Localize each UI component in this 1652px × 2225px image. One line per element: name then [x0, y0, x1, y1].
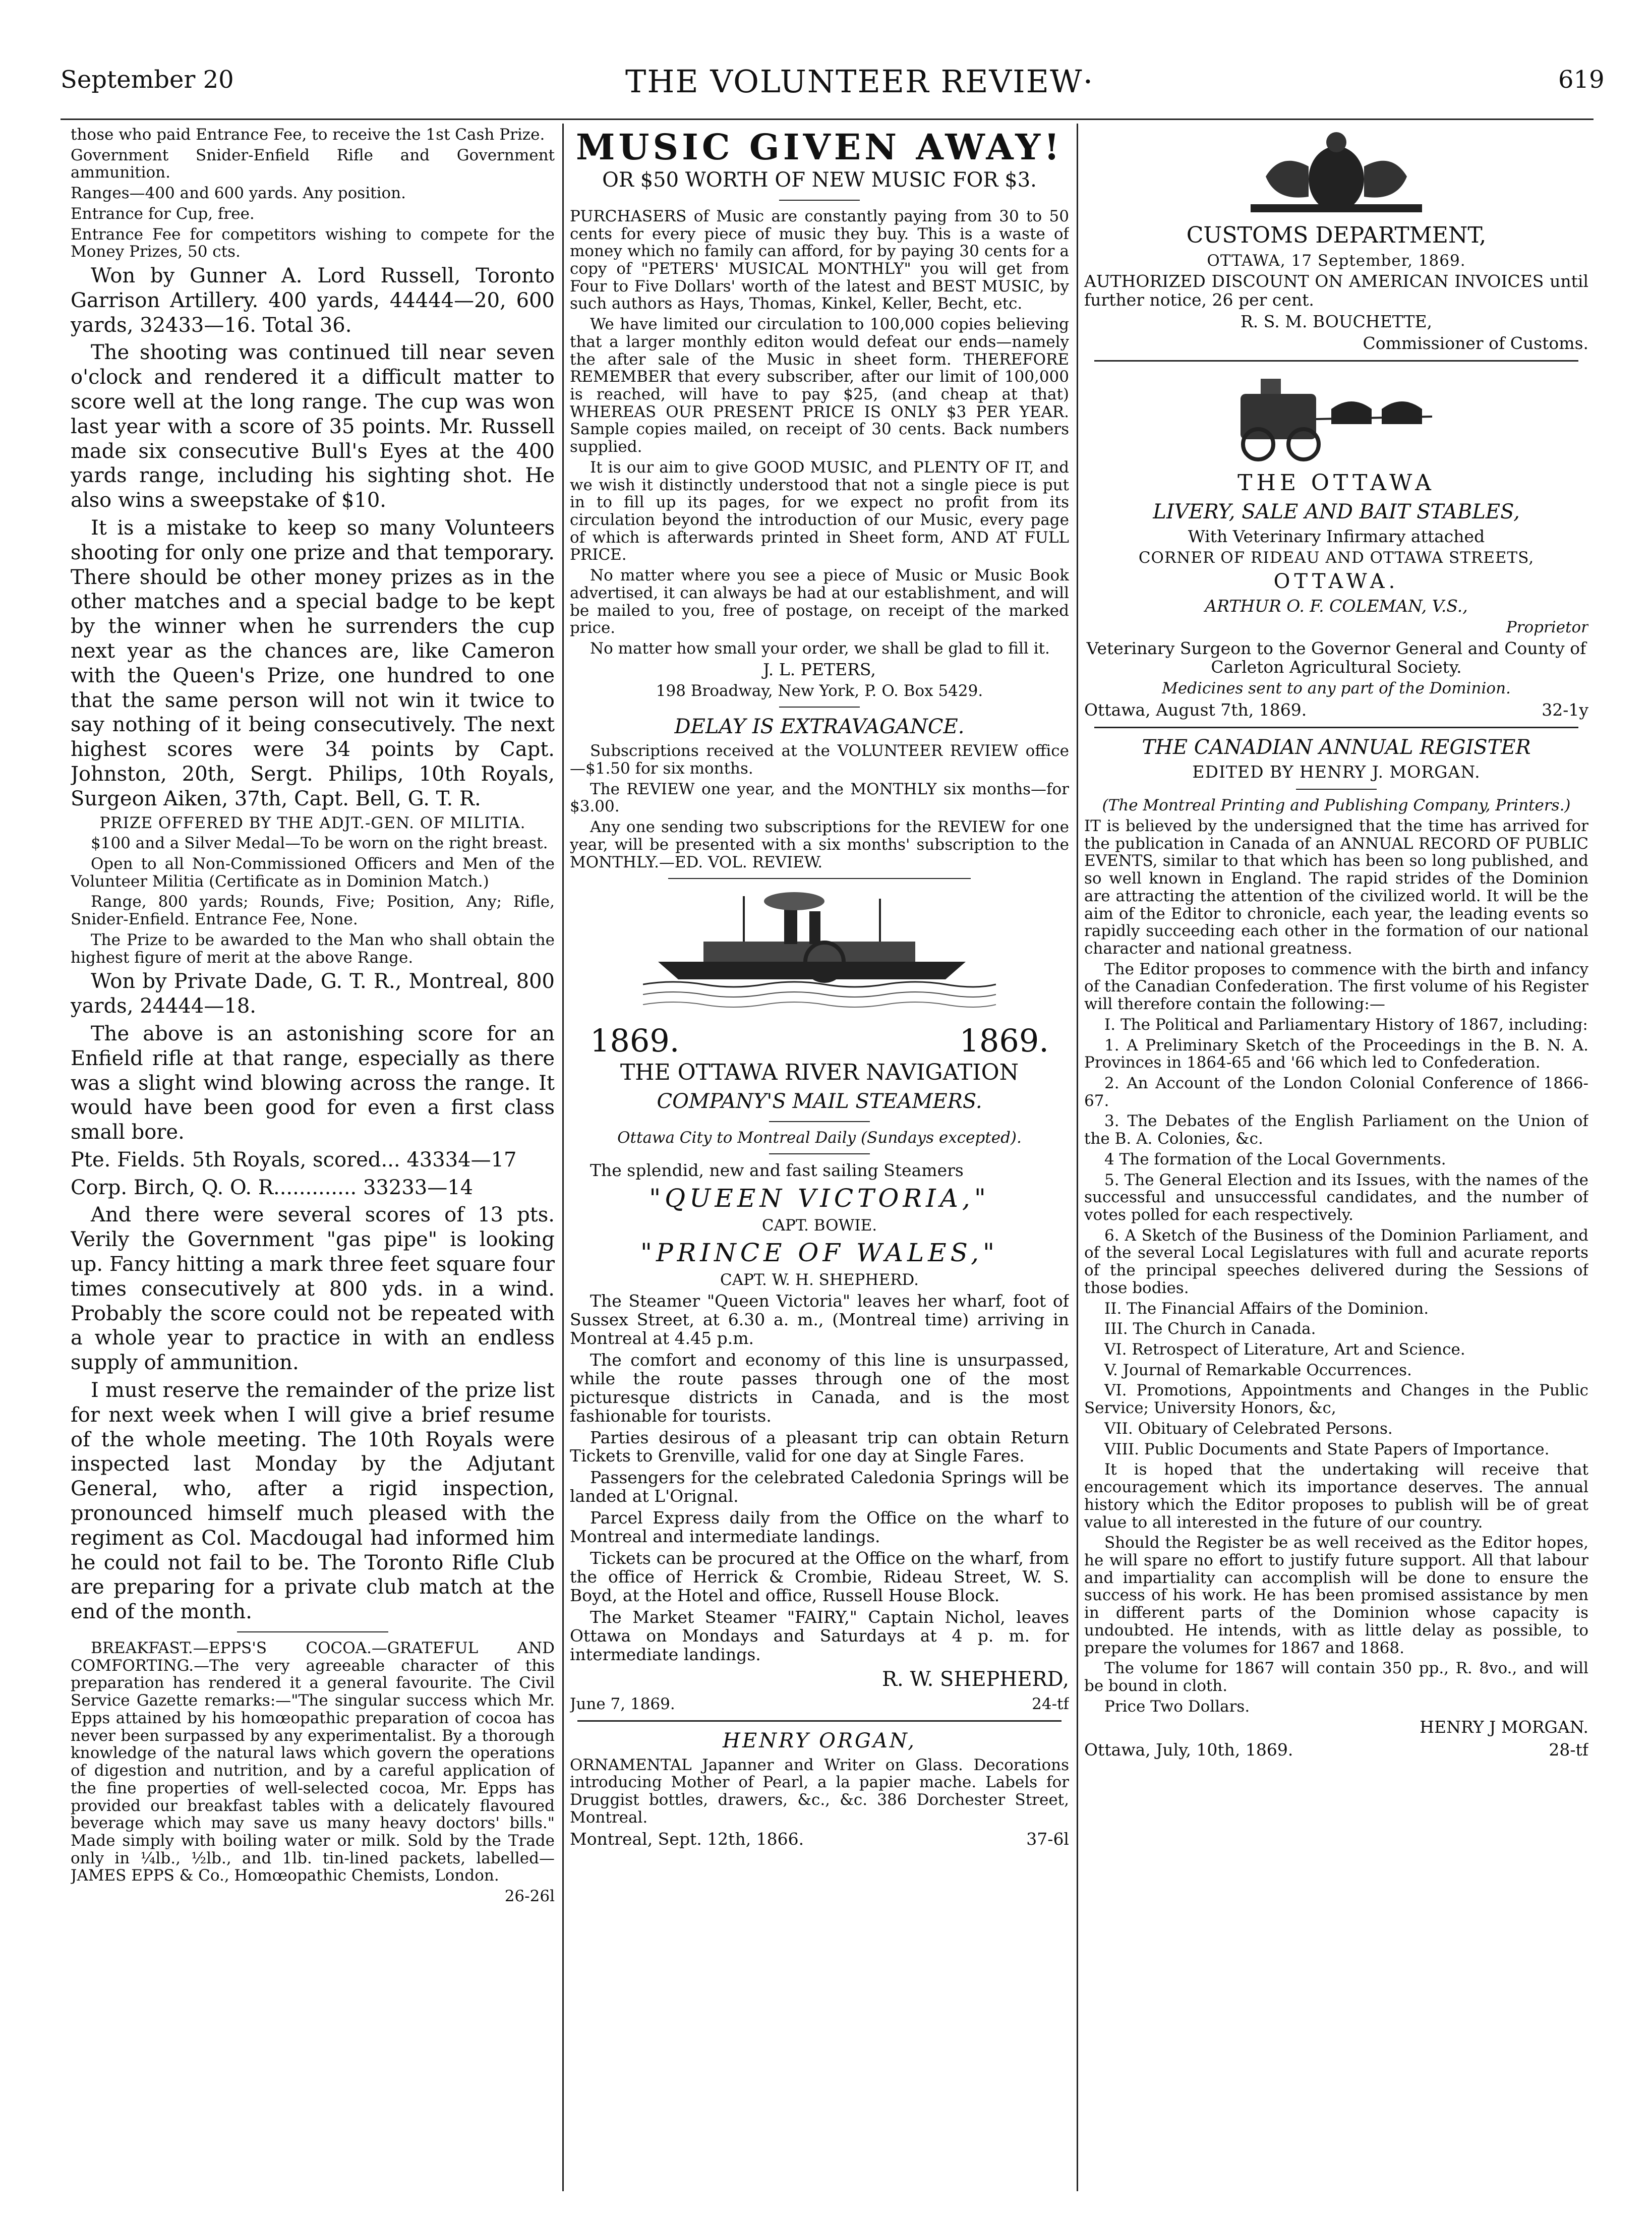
divider	[769, 1153, 870, 1154]
register-paragraph: 3. The Debates of the English Parliament on the Union of the B. A. Colonies, &c.	[1084, 1112, 1588, 1148]
article-paragraph: Entrance for Cup, free.	[71, 204, 255, 223]
column-3	[1084, 126, 1588, 2199]
music-ad-paragraph: No matter how small your order, we shall be glad to fill it.	[590, 639, 1050, 658]
register-price: Price Two Dollars.	[1104, 1697, 1250, 1716]
register-footer	[1084, 1740, 1588, 1760]
register-publisher: (The Montreal Printing and Publishing Company, Printers.)	[1102, 796, 1571, 815]
article-paragraph: The above is an astonishing score for an Enfield rifle at that range, especially as there was a slight wind blowing across the range. It would have been good for even a first class small bore.	[71, 1022, 555, 1144]
navigation-paragraph: Parcel Express daily from the Office on the wharf to Montreal and intermediate landings.	[570, 1508, 1069, 1547]
register-ref: 28-tf	[1549, 1740, 1588, 1760]
navigation-route: Ottawa City to Montreal Daily (Sundays excepted).	[617, 1128, 1022, 1147]
register-paragraph: It is hoped that the undertaking will receive that encouragement which its importance deserves. The annual history which the Editor proposes to publish will be of great value to all interested in the future of our country.	[1084, 1460, 1588, 1532]
article-paragraph: Won by Gunner A. Lord Russell, Toronto Garrison Artillery. 400 yards, 44444—20, 600 yards, 32433—16. Total 36.	[71, 264, 555, 337]
header-title: THE VOLUNTEER REVIEW·	[625, 63, 1094, 100]
music-ad-title: MUSIC GIVEN AWAY!	[576, 126, 1063, 168]
navigation-ref: 24-tf	[1032, 1694, 1069, 1713]
article-paragraph: Government Snider-Enfield Rifle and Government ammunition.	[71, 146, 555, 182]
register-signature: HENRY J MORGAN.	[1420, 1717, 1588, 1737]
article-paragraph: Won by Private Dade, G. T. R., Montreal, 800 yards, 24444—18.	[71, 970, 555, 1018]
customs-signature: R. S. M. BOUCHETTE,	[1240, 312, 1433, 332]
section-heading: PRIZE OFFERED BY THE ADJT.-GEN. OF MILITIA.	[99, 813, 526, 832]
navigation-signature: R. W. SHEPHERD,	[881, 1667, 1069, 1691]
navigation-paragraph: The Steamer "Queen Victoria" leaves her wharf, foot of Sussex Street, at 6.30 a. m., (Montreal time) arriving in Montreal at 4.45 p.m.	[570, 1291, 1069, 1348]
organ-footer	[570, 1829, 1069, 1849]
navigation-paragraph: Passengers for the celebrated Caledonia Springs will be landed at L'Orignal.	[570, 1468, 1069, 1506]
column-rule-left	[562, 124, 564, 2191]
divider	[779, 707, 860, 708]
year-left: 1869.	[590, 1022, 680, 1060]
livery-title: LIVERY, SALE AND BAIT STABLES,	[1153, 500, 1520, 523]
year-row	[570, 1022, 1069, 1059]
header-date: September 20	[61, 66, 234, 94]
divider	[1296, 789, 1377, 790]
divider	[769, 1121, 870, 1122]
royal-arms-illustration	[1220, 131, 1452, 217]
year-right: 1869.	[959, 1022, 1049, 1060]
delay-heading: DELAY IS EXTRAVAGANCE.	[674, 715, 965, 739]
article-paragraph: And there were several scores of 13 pts. Verily the Government "gas pipe" is looking up. Fancy hitting a mark three feet square four times consecutively at 800 yds. in a wind. Probably the score could not be repeated with a whole year to practice in with an endless supply of ammunition.	[71, 1203, 555, 1375]
divider	[1094, 727, 1578, 728]
stagecoach-illustration	[1220, 369, 1452, 464]
article-paragraph: The Prize to be awarded to the Man who shall obtain the highest figure of merit at the above Range.	[71, 930, 555, 967]
article-paragraph: It is a mistake to keep so many Volunteers shooting for only one prize and that temporary. There should be other money prizes as in the other matches and a special badge to be kept by the winner when he surrenders the cup next year as the chances are, like Cameron with the Queen's Prize, one hundred to one that the same person will not win it twice to say nothing of it being consecutively. The next highest scores were 34 points by Capt. Johnston, 20th, Sergt. Philips, 10th Royals, Surgeon Aiken, 37th, Capt. Bell, G. T. R.	[71, 516, 555, 810]
register-list-item: II. The Financial Affairs of the Dominion.	[1104, 1299, 1429, 1318]
page-number: 619	[1558, 66, 1605, 94]
livery-corner: CORNER OF RIDEAU AND OTTAWA STREETS,	[1138, 548, 1535, 567]
register-paragraph: 6. A Sketch of the Business of the Dominion Parliament, and of the several Local Legislatures with full and acurate reports of the principal speeches delivered during the Sessions of those bodies.	[1084, 1226, 1588, 1297]
navigation-footer	[570, 1695, 1069, 1713]
column-1	[71, 126, 555, 2199]
article-paragraph: Ranges—400 and 600 yards. Any position.	[71, 184, 406, 203]
music-ad-paragraph: PURCHASERS of Music are constantly paying from 30 to 50 cents for every piece of music they buy. This is a waste of money which no family can afford, for by paying 30 cents for a copy of "PETERS' MUSICAL MONTHLY" you will get from Four to Five Dollars' worth of the latest and BEST MUSIC, by such authors as Hays, Thomas, Kinkel, Keller, Becht, etc.	[570, 207, 1069, 313]
subscription-paragraph: Any one sending two subscriptions for the REVIEW for one year, will be presented with a six months' subscription to the MONTHLY.—ED. VOL. REVIEW.	[570, 818, 1069, 871]
divider	[668, 878, 971, 879]
header-rule	[61, 119, 1594, 120]
article-paragraph: I must reserve the remainder of the prize list for next week when I will give a brief resume of the whole meeting. The 10th Royals were inspected last Monday by the Adjutant General, who, after a rigid inspection, pronounced himself much pleased with the regiment as Col. Macdougal had informed him he could not fail to be. The Toronto Rifle Club are preparing for a private club match at the end of the month.	[71, 1379, 555, 1624]
register-list-item: VIII. Public Documents and State Papers of Importance.	[1104, 1440, 1550, 1458]
article-paragraph: Entrance Fee for competitors wishing to compete for the Money Prizes, 50 cts.	[71, 225, 555, 261]
article-paragraph: The shooting was continued till near seven o'clock and rendered it a difficult matter to score well at the long range. The cup was won last year with a score of 35 points. Mr. Russell made six consecutive Bull's Eyes at the 400 yards range, including his sighting shot. He also wins a sweepstake of $10.	[71, 341, 555, 512]
music-ad-paragraph: It is our aim to give GOOD MUSIC, and PLENTY OF IT, and we wish it distinctly understood that not a single piece is put in to fill up its pages, for we expect no profit from its circulation beyond the introduction of our Music, every page of which is afterwards printed in Sheet form, AND AT FULL PRICE.	[570, 458, 1069, 564]
divider	[779, 200, 860, 201]
register-paragraph: The volume for 1867 will contain 350 pp., R. 8vo., and will be bound in cloth.	[1084, 1659, 1588, 1695]
navigation-date: June 7, 1869.	[570, 1694, 675, 1713]
livery-footer	[1084, 700, 1588, 720]
music-ad-signature: J. L. PETERS,	[763, 659, 876, 679]
subscription-paragraph: Subscriptions received at the VOLUNTEER REVIEW office—$1.50 for six months.	[570, 742, 1069, 778]
score-line: Corp. Birch, Q. O. R............. 33233—14	[71, 1176, 474, 1199]
livery-heading: THE OTTAWA	[1237, 470, 1435, 496]
article-paragraph: $100 and a Silver Medal—To be worn on the right breast.	[91, 834, 548, 853]
column-2	[570, 126, 1069, 2199]
music-ad-address: 198 Broadway, New York, P. O. Box 5429.	[656, 681, 983, 700]
music-ad-paragraph: We have limited our circulation to 100,000 copies believing that a larger monthly editon would defeat our ends—namely the after sale of the Music in sheet form. THEREFORE REMEMBER that every subscriber, after our limit of 100,000 is reached, will have to pay $25, (and cheap at that) WHEREAS OUR PRESENT PRICE IS ONLY $3 PER YEAR. Sample copies mailed, on receipt of 30 cents. Back numbers supplied.	[570, 315, 1069, 456]
organ-heading: HENRY ORGAN,	[723, 1729, 916, 1752]
steamer-name: "QUEEN VICTORIA,"	[649, 1184, 990, 1213]
customs-date: OTTAWA, 17 September, 1869.	[1207, 251, 1466, 270]
navigation-heading: THE OTTAWA RIVER NAVIGATION	[620, 1060, 1019, 1086]
register-paragraph: IT is believed by the undersigned that the time has arrived for the publication in Canada of an ANNUAL RECORD OF PUBLIC EVENTS, similar to that which has been so long published, and so well known in England. The rapid strides of the Dominion are attracting the attention of the civilized world. It will be the aim of the Editor to chronicle, each year, the leading events so rapidly succeeding each other in the formation of our national character and national greatness.	[1084, 816, 1588, 958]
divider	[577, 1720, 1061, 1722]
steamer-name: "PRINCE OF WALES,"	[640, 1238, 999, 1268]
divider	[1094, 360, 1578, 362]
register-paragraph: 4 The formation of the Local Governments.	[1104, 1150, 1446, 1168]
organ-paragraph: ORNAMENTAL Japanner and Writer on Glass. Decorations introducing Mother of Pearl, a la papier mache. Labels for Druggist bottles, drawers, &c., &c. 386 Dorchester Street, Montreal.	[570, 1755, 1069, 1827]
register-paragraph: I. The Political and Parliamentary History of 1867, including:	[1104, 1015, 1588, 1034]
organ-date: Montreal, Sept. 12th, 1866.	[570, 1829, 804, 1849]
register-date: Ottawa, July, 10th, 1869.	[1084, 1740, 1293, 1760]
register-list-item: VII. Obituary of Celebrated Persons.	[1104, 1419, 1393, 1438]
divider	[237, 1631, 388, 1632]
navigation-paragraph: Tickets can be procured at the Office on the wharf, from the office of Herrick & Crombie, Rideau Street, W. S. Boyd, at the Hotel and office, Russell House Block.	[570, 1548, 1069, 1606]
score-line: Pte. Fields. 5th Royals, scored... 43334—17	[71, 1148, 517, 1172]
register-paragraph: 5. The General Election and its Issues, with the names of the successful and unsuccessful candidates, and the number of votes polled for each respectively.	[1084, 1170, 1588, 1224]
navigation-subheading: COMPANY'S MAIL STEAMERS.	[657, 1089, 982, 1113]
livery-city: OTTAWA.	[1273, 570, 1399, 594]
music-ad-subtitle: OR $50 WORTH OF NEW MUSIC FOR $3.	[602, 168, 1037, 192]
register-list-item: V. Journal of Remarkable Occurrences.	[1104, 1361, 1412, 1379]
steamer-captain: CAPT. BOWIE.	[761, 1216, 877, 1235]
register-paragraph: 1. A Preliminary Sketch of the Proceedings in the B. N. A. Provinces in 1864-65 and '66 which led to Confederation.	[1084, 1036, 1588, 1072]
register-paragraph: Should the Register be as well received as the Editor hopes, he will spare no effort to justify future support. All that labour and impartiality can accomplish will be done to ensure the success of his work. He has been promised assistance by men in different parts of the Dominion whose capacity is undoubted. He intends, with as little delay as possible, to prepare the volumes for 1867 and 1868.	[1084, 1534, 1588, 1657]
subscription-paragraph: The REVIEW one year, and the MONTHLY six months—for $3.00.	[570, 780, 1069, 816]
music-ad-paragraph: No matter where you see a piece of Music or Music Book advertised, it can always be had at our establishment, and will be mailed to you, free of postage, on receipt of the marked price.	[570, 566, 1069, 637]
organ-ref: 37-6l	[1026, 1829, 1069, 1849]
customs-notice: AUTHORIZED DISCOUNT ON AMERICAN INVOICES until further notice, 26 per cent.	[1084, 271, 1588, 310]
customs-heading: CUSTOMS DEPARTMENT,	[1186, 222, 1487, 248]
steamer-captain: CAPT. W. H. SHEPHERD.	[720, 1271, 919, 1290]
steamship-illustration	[643, 886, 996, 1017]
livery-date: Ottawa, August 7th, 1869.	[1084, 700, 1307, 720]
register-list-item: VI. Retrospect of Literature, Art and Science.	[1104, 1340, 1465, 1359]
register-paragraph: The Editor proposes to commence with the birth and infancy of the Canadian Confederation. The first volume of his Register will therefore contain the following:—	[1084, 960, 1588, 1014]
register-list-item: III. The Church in Canada.	[1104, 1320, 1316, 1338]
livery-veterinary: Veterinary Surgeon to the Governor General and County of Carleton Agricultural Society.	[1086, 638, 1586, 677]
navigation-paragraph: The comfort and economy of this line is unsurpassed, while the route passes through one of the most picturesque districts in Canada, and is the most fashionable for tourists.	[570, 1350, 1069, 1426]
livery-medicines: Medicines sent to any part of the Dominion.	[1162, 679, 1511, 697]
ad-reference: 26-26l	[504, 1887, 555, 1906]
page-header	[0, 0, 1652, 131]
customs-role: Commissioner of Customs.	[1363, 333, 1588, 354]
livery-ref: 32-1y	[1542, 700, 1588, 720]
column-rule-right	[1077, 124, 1078, 2191]
navigation-paragraph: Parties desirous of a pleasant trip can obtain Return Tickets to Grenville, valid for one day at Single Fares.	[570, 1427, 1069, 1466]
register-paragraph: 2. An Account of the London Colonial Conference of 1866-67.	[1084, 1074, 1588, 1110]
navigation-paragraph: The splendid, new and fast sailing Steamers	[590, 1160, 964, 1181]
article-paragraph: those who paid Entrance Fee, to receive the 1st Cash Prize.	[71, 126, 545, 144]
livery-subtitle: With Veterinary Infirmary attached	[1188, 526, 1485, 546]
advertisement-epps-cocoa: BREAKFAST.—EPPS'S COCOA.—GRATEFUL AND COMFORTING.—The very agreeable character of this preparation has rendered it a general favourite. The Civil Service Gazette remarks:—"The singular success which Mr. Epps attained by his homœopathic preparation of cocoa has never been surpassed by any experimentalist. By a thorough knowledge of the natural laws which govern the operations of digestion and nutrition, and by a careful application of the fine properties of well-selected cocoa, Mr. Epps has provided our breakfast tables with a delicately flavoured beverage which may save us many heavy doctors' bills." Made simply with boiling water or milk. Sold by the Trade only in ¼lb., ½lb., and 1lb. tin-lined packets, labelled—JAMES EPPS & Co., Homœopathic Chemists, London.	[71, 1639, 555, 1885]
register-editor: EDITED BY HENRY J. MORGAN.	[1192, 762, 1481, 782]
livery-proprietor: Proprietor	[1506, 618, 1588, 637]
article-paragraph: Open to all Non-Commissioned Officers and Men of the Volunteer Militia (Certificate as in Dominion Match.)	[71, 855, 555, 891]
register-heading: THE CANADIAN ANNUAL REGISTER	[1142, 736, 1531, 759]
navigation-paragraph: The Market Steamer "FAIRY," Captain Nichol, leaves Ottawa on Mondays and Saturdays at 4 p. m. for intermediate landings.	[570, 1607, 1069, 1664]
livery-proprietor-name: ARTHUR O. F. COLEMAN, V.S.,	[1205, 596, 1468, 616]
register-list-item: VI. Promotions, Appointments and Changes in the Public Service; University Honors, &c,	[1084, 1381, 1588, 1418]
article-paragraph: Range, 800 yards; Rounds, Five; Position, Any; Rifle, Snider-Enfield. Entrance Fee, None.	[71, 893, 555, 929]
